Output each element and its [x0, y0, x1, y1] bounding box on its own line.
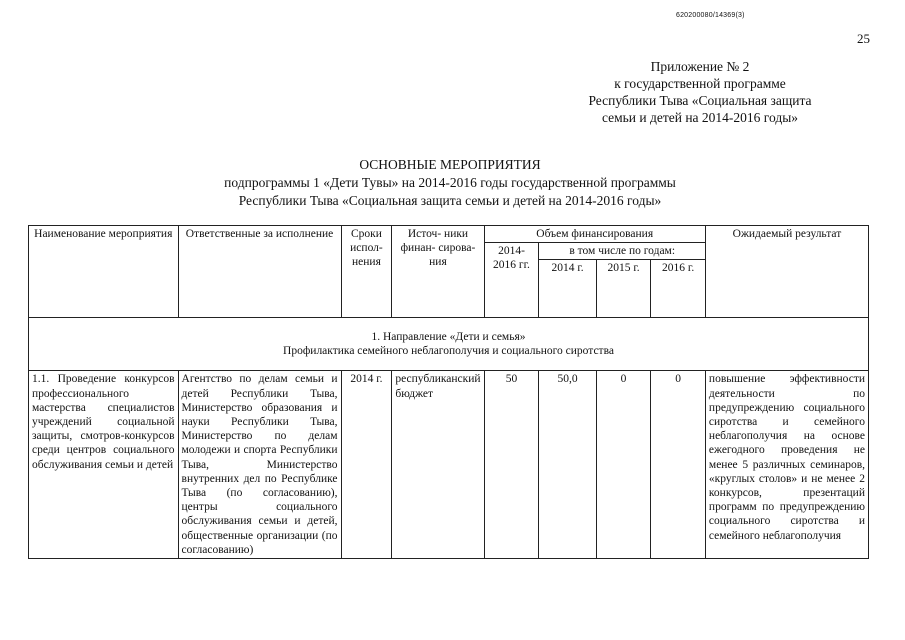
header-by-year: в том числе по годам: — [539, 243, 705, 260]
header-row-1 — [29, 226, 869, 243]
header-result: Ожидаемый результат — [705, 226, 868, 318]
page-number: 25 — [857, 31, 870, 46]
title-line-3: Республики Тыва «Социальная защита семьи и детей на 2014-2016 годы» — [238, 193, 662, 208]
cell-total: 50 — [484, 371, 539, 559]
title-line-1: ОСНОВНЫЕ МЕРОПРИЯТИЯ — [359, 157, 541, 172]
header-terms: Сроки испол- нения — [341, 226, 392, 318]
title-line-2: подпрограммы 1 «Дети Тувы» на 2014-2016 годы государственной программы — [224, 175, 676, 190]
appendix-line-4: семьи и детей на 2014-2016 годы» — [601, 110, 799, 125]
activities-table — [28, 225, 869, 559]
header-responsible: Ответственные за исполнение — [178, 226, 341, 318]
section-row — [29, 318, 869, 371]
header-funding: Объем финансирования — [484, 226, 705, 243]
table-row — [29, 371, 869, 559]
appendix-line-1: Приложение № 2 — [650, 59, 750, 74]
section-line-1: 1. Направление «Дети и семья» — [371, 331, 526, 344]
appendix-line-3: Республики Тыва «Социальная защита — [588, 93, 812, 108]
section-line-2: Профилактика семейного неблагополучия и социального сиротства — [283, 345, 614, 358]
cell-source: республиканский бюджет — [392, 371, 484, 559]
header-year-2016: 2016 г. — [651, 260, 706, 318]
section-heading — [29, 318, 869, 371]
appendix-line-2: к государственной программе — [614, 76, 786, 91]
cell-name: 1.1. Проведение конкурсов профессионального мастерства специалистов учреждений социальной защиты, смотров-конкурсов среди центров социального обслуживания семьи и детей — [29, 371, 179, 559]
document-id: 620200080/14369(3) — [676, 12, 745, 19]
appendix-heading — [570, 58, 830, 126]
header-year-2014: 2014 г. — [539, 260, 596, 318]
cell-responsible: Агентство по делам семьи и детей Республики Тыва, Министерство образования и науки Республики Тыва, Министерство по делам молодежи и спорта Республики Тыва, Министерство внутренних дел по Республике Тыва (по согласованию), центры социального обслуживания семьи и детей, общественные организации (по согласованию) — [178, 371, 341, 559]
cell-terms: 2014 г. — [341, 371, 392, 559]
cell-2016: 0 — [651, 371, 706, 559]
cell-2015: 0 — [596, 371, 651, 559]
header-year-2015: 2015 г. — [596, 260, 651, 318]
document-title — [120, 156, 780, 210]
header-name: Наименование мероприятия — [29, 226, 179, 318]
cell-2014: 50,0 — [539, 371, 596, 559]
header-source: Источ- ники финан- сирова- ния — [392, 226, 484, 318]
cell-result: повышение эффективности деятельности по предупреждению социального сиротства и семейного неблагополучия на основе ежегодного проведения не менее 5 различных семинаров, «круглых столов» и не менее 2 конкурсов, презентаций программ по предупреждению социального сиротства и семейного неблагополучия — [705, 371, 868, 559]
header-total: 2014- 2016 гг. — [484, 243, 539, 318]
